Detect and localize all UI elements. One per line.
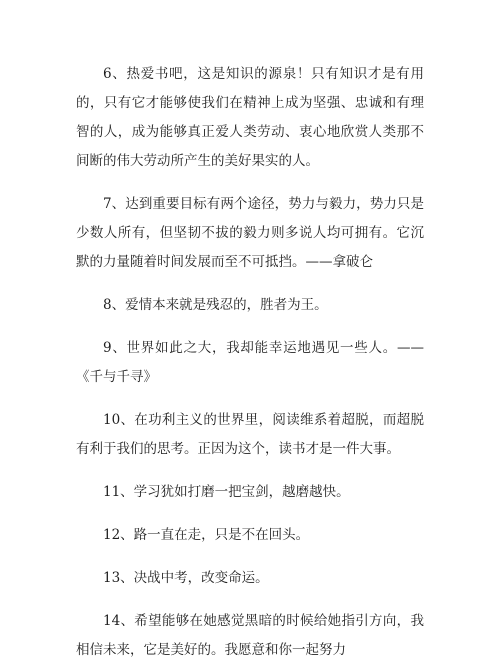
paragraph-quote-9: 9、世界如此之大，我却能幸运地遇见一些人。——《千与千寻》	[76, 340, 424, 385]
paragraph-quote-11: 11、学习犹如打磨一把宝剑，越磨越快。	[103, 484, 350, 500]
paragraph-quote-6: 6、热爱书吧，这是知识的源泉！只有知识才是有用的，只有它才能够使我们在精神上成为坚强、忠诚和有理智的人，成为能够真正爱人类劳动、衷心地欣赏人类那不间断的伟大劳动所产生的美好果实的人。	[76, 66, 424, 169]
paragraph-quote-14: 14、希望能够在她感觉黑暗的时候给她指引方向，我相信未来，它是美好的。我愿意和你一起努力	[76, 613, 424, 658]
document-body	[76, 60, 424, 665]
paragraph-quote-13: 13、决战中考，改变命运。	[103, 570, 269, 586]
paragraph-quote-10: 10、在功利主义的世界里，阅读维系着超脱，而超脱有利于我们的思考。正因为这个，读书才是一件大事。	[76, 412, 424, 457]
paragraph-quote-7: 7、达到重要目标有两个途径，势力与毅力，势力只是少数人所有，但坚韧不拔的毅力则多说人均可拥有。它沉默的力量随着时间发展而至不可抵挡。——拿破仑	[76, 196, 424, 270]
paragraph-quote-12: 12、路一直在走，只是不在回头。	[103, 527, 310, 543]
paragraph-quote-8: 8、爱情本来就是残忍的，胜者为王。	[103, 297, 328, 313]
